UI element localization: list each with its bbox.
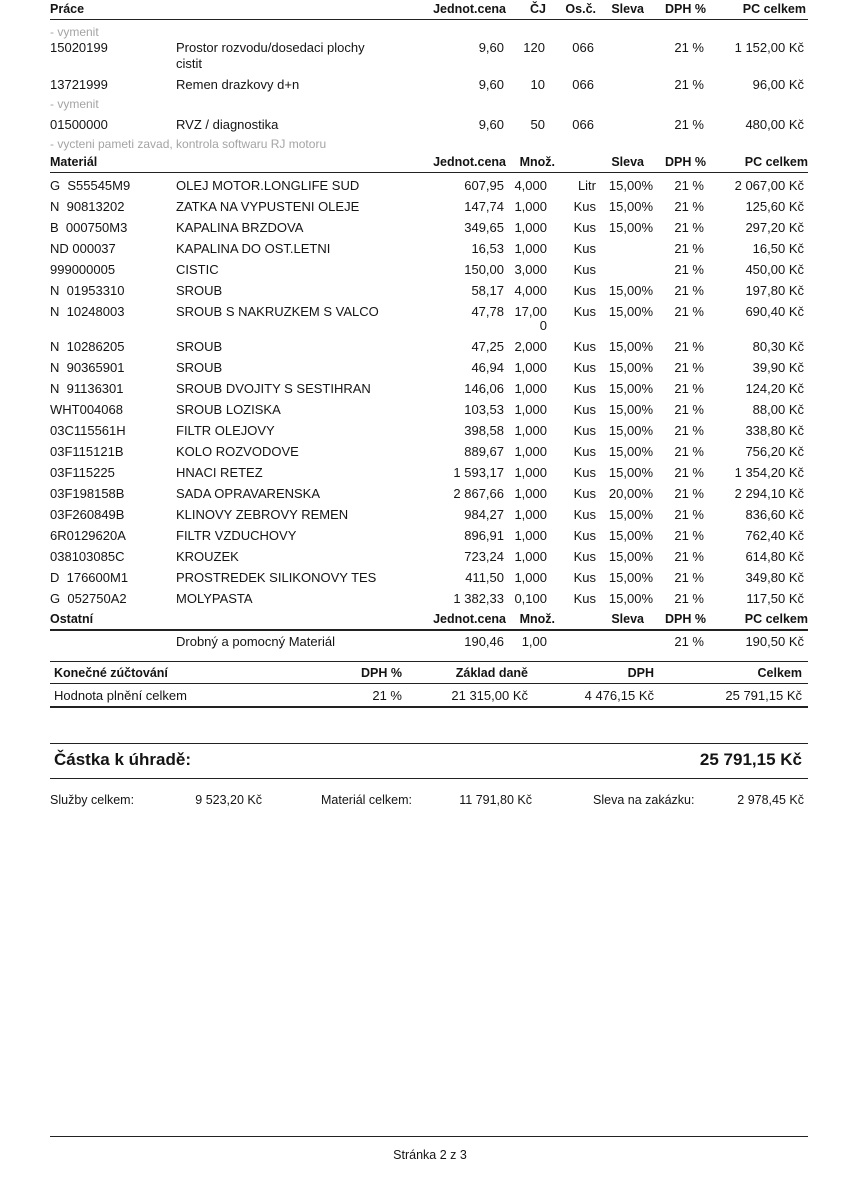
material-total: 836,60 Kč bbox=[745, 507, 804, 522]
summary-header-label: Konečné zúčtování bbox=[54, 666, 168, 680]
material-dph: 21 % bbox=[674, 507, 704, 522]
material-dph: 21 % bbox=[674, 528, 704, 543]
prace-header-rule bbox=[50, 19, 808, 20]
material-total: 297,20 Kč bbox=[745, 220, 804, 235]
material-name: OLEJ MOTOR.LONGLIFE SUD bbox=[176, 178, 360, 193]
ostatni-dph: 21 % bbox=[674, 634, 704, 649]
material-code: N 10248003 bbox=[50, 304, 125, 319]
material-total: 117,50 Kč bbox=[746, 591, 804, 606]
prace-os: 066 bbox=[572, 40, 594, 55]
material-unit: Kus bbox=[573, 570, 596, 585]
services-total-value: 9 523,20 Kč bbox=[195, 793, 262, 807]
material-unit: Kus bbox=[573, 360, 596, 375]
material-qty: 1,000 bbox=[514, 549, 547, 564]
material-unit: Kus bbox=[573, 444, 596, 459]
material-total: 1 354,20 Kč bbox=[734, 465, 804, 480]
material-price: 1 593,17 bbox=[453, 465, 504, 480]
material-price: 411,50 bbox=[465, 570, 504, 585]
material-unit: Kus bbox=[573, 304, 596, 319]
material-unit: Kus bbox=[573, 381, 596, 396]
material-unit: Kus bbox=[573, 402, 596, 417]
ostatni-header-title: Ostatní bbox=[50, 612, 94, 626]
material-sleva: 15,00% bbox=[608, 283, 653, 298]
material-qty: 1,000 bbox=[514, 444, 547, 459]
material-code: 03F115121B bbox=[50, 444, 124, 459]
material-code: 999000005 bbox=[50, 262, 116, 277]
material-dph: 21 % bbox=[674, 486, 704, 501]
ostatni-header-rule bbox=[50, 629, 808, 631]
order-discount-value: 2 978,45 Kč bbox=[737, 793, 804, 807]
prace-name: cistit bbox=[176, 56, 202, 71]
material-sleva: 15,00% bbox=[608, 549, 653, 564]
payment-top-rule bbox=[50, 743, 808, 744]
material-qty: 1,000 bbox=[514, 360, 547, 375]
prace-code: 13721999 bbox=[50, 77, 108, 92]
material-code: 03C115561H bbox=[50, 423, 126, 438]
prace-dph: 21 % bbox=[674, 40, 704, 55]
prace-code: 01500000 bbox=[50, 117, 108, 132]
summary-header-total: Celkem bbox=[757, 666, 802, 680]
payment-bottom-rule bbox=[50, 778, 808, 779]
material-dph: 21 % bbox=[674, 304, 704, 319]
summary-row-label: Hodnota plnění celkem bbox=[54, 688, 187, 703]
material-name: MOLYPASTA bbox=[176, 591, 253, 606]
summary-row-dph: 4 476,15 Kč bbox=[584, 688, 654, 703]
material-sleva: 15,00% bbox=[608, 570, 653, 585]
material-name: SADA OPRAVARENSKA bbox=[176, 486, 321, 501]
summary-row-dph-pct: 21 % bbox=[372, 688, 402, 703]
prace-header-total: PC celkem bbox=[742, 2, 806, 16]
prace-dph: 21 % bbox=[674, 77, 704, 92]
prace-os: 066 bbox=[572, 77, 594, 92]
material-dph: 21 % bbox=[674, 241, 704, 256]
material-code: G S55545M9 bbox=[50, 178, 131, 193]
material-total: 614,80 Kč bbox=[745, 549, 804, 564]
material-price: 146,06 bbox=[464, 381, 504, 396]
material-dph: 21 % bbox=[674, 465, 704, 480]
material-code: N 01953310 bbox=[50, 283, 125, 298]
material-sleva: 15,00% bbox=[608, 402, 653, 417]
material-name: SROUB bbox=[176, 283, 223, 298]
material-unit: Kus bbox=[573, 220, 596, 235]
material-qty: 1,000 bbox=[514, 199, 547, 214]
prace-total: 96,00 Kč bbox=[752, 77, 804, 92]
material-code: D 176600M1 bbox=[50, 570, 129, 585]
material-qty: 1,000 bbox=[514, 465, 547, 480]
material-total: 39,90 Kč bbox=[752, 360, 804, 375]
material-dph: 21 % bbox=[674, 423, 704, 438]
services-total-label: Služby celkem: bbox=[50, 793, 135, 807]
material-price: 147,74 bbox=[464, 199, 504, 214]
material-total: 450,00 Kč bbox=[745, 262, 804, 277]
material-total: 125,60 Kč bbox=[745, 199, 804, 214]
material-unit: Kus bbox=[573, 528, 596, 543]
ostatni-header-dph: DPH % bbox=[665, 612, 706, 626]
material-qty: 1,000 bbox=[514, 570, 547, 585]
material-price: 46,94 bbox=[471, 360, 504, 375]
material-dph: 21 % bbox=[674, 570, 704, 585]
prace-name: Remen drazkovy d+n bbox=[176, 77, 300, 92]
prace-cj: 50 bbox=[530, 117, 545, 132]
material-total: 88,00 Kč bbox=[752, 402, 804, 417]
material-price: 723,24 bbox=[464, 549, 504, 564]
summary-header-dph: DPH bbox=[627, 666, 654, 680]
material-unit: Kus bbox=[573, 283, 596, 298]
prace-header-os: Os.č. bbox=[565, 2, 596, 16]
material-price: 2 867,66 bbox=[453, 486, 504, 501]
material-qty: 3,000 bbox=[514, 262, 547, 277]
material-unit: Litr bbox=[577, 178, 596, 193]
footer-rule bbox=[50, 1136, 808, 1137]
material-name: FILTR VZDUCHOVY bbox=[176, 528, 297, 543]
material-total: 349,80 Kč bbox=[745, 570, 804, 585]
material-unit: Kus bbox=[573, 339, 596, 354]
prace-code: 15020199 bbox=[50, 40, 108, 55]
material-qty: 1,000 bbox=[514, 402, 547, 417]
material-price: 103,53 bbox=[464, 402, 504, 417]
material-unit: Kus bbox=[573, 591, 596, 606]
summary-row-total: 25 791,15 Kč bbox=[725, 688, 802, 703]
prace-price: 9,60 bbox=[478, 117, 504, 132]
material-qty: 2,000 bbox=[514, 339, 547, 354]
material-header-rule bbox=[50, 172, 808, 173]
material-sleva: 15,00% bbox=[608, 304, 653, 319]
material-price: 398,58 bbox=[464, 423, 504, 438]
material-unit: Kus bbox=[573, 423, 596, 438]
ostatni-name: Drobný a pomocný Materiál bbox=[176, 634, 335, 649]
material-sleva: 15,00% bbox=[608, 339, 653, 354]
prace-name: Prostor rozvodu/dosedaci plochy bbox=[176, 40, 365, 55]
prace-total: 480,00 Kč bbox=[745, 117, 804, 132]
material-header-total: PC celkem bbox=[744, 155, 808, 169]
material-name: SROUB DVOJITY S SESTIHRAN bbox=[176, 381, 371, 396]
payment-label: Částka k úhradě: bbox=[54, 750, 191, 769]
material-qty: 4,000 bbox=[514, 283, 547, 298]
material-name: KAPALINA BRZDOVA bbox=[176, 220, 304, 235]
material-qty: 17,00 bbox=[514, 304, 547, 319]
material-qty: 0 bbox=[539, 318, 547, 333]
material-sleva: 15,00% bbox=[608, 381, 653, 396]
material-unit: Kus bbox=[573, 486, 596, 501]
prace-header-sleva: Sleva bbox=[611, 2, 644, 16]
prace-total: 1 152,00 Kč bbox=[734, 40, 804, 55]
prace-dph: 21 % bbox=[674, 117, 704, 132]
material-qty: 1,000 bbox=[514, 220, 547, 235]
material-qty: 1,000 bbox=[514, 241, 547, 256]
material-total: 197,80 Kč bbox=[745, 283, 804, 298]
material-name: PROSTREDEK SILIKONOVY TES bbox=[176, 570, 377, 585]
prace-note: - vymenit bbox=[50, 25, 99, 39]
material-code: 03F115225 bbox=[50, 465, 115, 480]
prace-cj: 10 bbox=[530, 77, 545, 92]
material-code: 03F198158B bbox=[50, 486, 125, 501]
material-code: 038103085C bbox=[50, 549, 125, 564]
summary-bottom-rule bbox=[50, 706, 808, 708]
prace-name: RVZ / diagnostika bbox=[176, 117, 279, 132]
material-total: 80,30 Kč bbox=[752, 339, 804, 354]
summary-header-rule bbox=[50, 683, 808, 684]
material-qty: 1,000 bbox=[514, 507, 547, 522]
material-sleva: 15,00% bbox=[608, 423, 653, 438]
material-sleva: 15,00% bbox=[608, 199, 653, 214]
material-total: 762,40 Kč bbox=[745, 528, 804, 543]
material-sleva: 15,00% bbox=[608, 528, 653, 543]
material-code: N 10286205 bbox=[50, 339, 125, 354]
material-name: SROUB bbox=[176, 339, 223, 354]
ostatni-header-sleva: Sleva bbox=[611, 612, 644, 626]
material-code: ND 000037 bbox=[50, 241, 116, 256]
material-code: N 90365901 bbox=[50, 360, 125, 375]
prace-price: 9,60 bbox=[478, 77, 504, 92]
material-name: CISTIC bbox=[176, 262, 219, 277]
material-price: 47,78 bbox=[471, 304, 504, 319]
material-code: 03F260849B bbox=[50, 507, 125, 522]
material-dph: 21 % bbox=[674, 402, 704, 417]
material-header-price: Jednot.cena bbox=[433, 155, 506, 169]
material-unit: Kus bbox=[573, 507, 596, 522]
material-dph: 21 % bbox=[674, 283, 704, 298]
summary-header-base: Základ daně bbox=[455, 666, 528, 680]
material-name: SROUB bbox=[176, 360, 223, 375]
material-name: KROUZEK bbox=[176, 549, 239, 564]
order-discount-label: Sleva na zakázku: bbox=[593, 793, 695, 807]
material-price: 1 382,33 bbox=[453, 591, 504, 606]
material-price: 58,17 bbox=[471, 283, 504, 298]
material-code: N 91136301 bbox=[50, 381, 124, 396]
material-qty: 4,000 bbox=[514, 178, 547, 193]
material-code: G 052750A2 bbox=[50, 591, 127, 606]
prace-header-title: Práce bbox=[50, 2, 85, 16]
material-total: 690,40 Kč bbox=[745, 304, 804, 319]
material-name: SROUB S NAKRUZKEM S VALCO bbox=[176, 304, 379, 319]
material-code: N 90813202 bbox=[50, 199, 125, 214]
material-dph: 21 % bbox=[674, 360, 704, 375]
prace-cj: 120 bbox=[523, 40, 545, 55]
material-dph: 21 % bbox=[674, 381, 704, 396]
prace-header-cj: ČJ bbox=[530, 2, 546, 16]
material-unit: Kus bbox=[573, 262, 596, 277]
material-dph: 21 % bbox=[674, 444, 704, 459]
material-dph: 21 % bbox=[674, 199, 704, 214]
material-dph: 21 % bbox=[674, 262, 704, 277]
material-sleva: 15,00% bbox=[608, 465, 653, 480]
material-dph: 21 % bbox=[674, 591, 704, 606]
ostatni-header-price: Jednot.cena bbox=[433, 612, 506, 626]
material-unit: Kus bbox=[573, 465, 596, 480]
material-price: 349,65 bbox=[464, 220, 504, 235]
material-total: 124,20 Kč bbox=[745, 381, 804, 396]
prace-note: - vymenit bbox=[50, 97, 99, 111]
material-name: ZATKA NA VYPUSTENI OLEJE bbox=[176, 199, 360, 214]
material-price: 16,53 bbox=[471, 241, 504, 256]
ostatni-price: 190,46 bbox=[464, 634, 504, 649]
ostatni-header-total: PC celkem bbox=[744, 612, 808, 626]
material-unit: Kus bbox=[573, 549, 596, 564]
material-name: HNACI RETEZ bbox=[176, 465, 263, 480]
material-qty: 1,000 bbox=[514, 528, 547, 543]
material-total: 2 067,00 Kč bbox=[734, 178, 804, 193]
material-code: 6R0129620A bbox=[50, 528, 126, 543]
material-name: KLINOVY ZEBROVY REMEN bbox=[176, 507, 349, 522]
material-header-title: Materiál bbox=[50, 155, 98, 169]
material-qty: 0,100 bbox=[514, 591, 547, 606]
summary-header-dph-pct: DPH % bbox=[361, 666, 402, 680]
material-name: KAPALINA DO OST.LETNI bbox=[176, 241, 331, 256]
material-dph: 21 % bbox=[674, 549, 704, 564]
ostatni-header-qty: Množ. bbox=[519, 612, 555, 626]
material-dph: 21 % bbox=[674, 178, 704, 193]
material-name: FILTR OLEJOVY bbox=[176, 423, 275, 438]
material-total: 16,50 Kč bbox=[752, 241, 804, 256]
material-sleva: 15,00% bbox=[608, 178, 653, 193]
material-name: KOLO ROZVODOVE bbox=[176, 444, 299, 459]
material-header-qty: Množ. bbox=[519, 155, 555, 169]
prace-price: 9,60 bbox=[478, 40, 504, 55]
material-unit: Kus bbox=[573, 199, 596, 214]
material-price: 896,91 bbox=[464, 528, 504, 543]
material-sleva: 15,00% bbox=[608, 507, 653, 522]
material-total: 338,80 Kč bbox=[745, 423, 804, 438]
material-sleva: 15,00% bbox=[608, 360, 653, 375]
material-code: WHT004068 bbox=[50, 402, 123, 417]
payment-amount: 25 791,15 Kč bbox=[699, 750, 802, 769]
material-header-dph: DPH % bbox=[665, 155, 706, 169]
material-total: 756,20 Kč bbox=[745, 444, 804, 459]
summary-top-rule bbox=[50, 661, 808, 662]
material-price: 150,00 bbox=[464, 262, 504, 277]
material-price: 984,27 bbox=[464, 507, 504, 522]
material-dph: 21 % bbox=[674, 339, 704, 354]
prace-header-price: Jednot.cena bbox=[433, 2, 506, 16]
material-qty: 1,000 bbox=[514, 381, 547, 396]
material-sleva: 15,00% bbox=[608, 220, 653, 235]
material-dph: 21 % bbox=[674, 220, 704, 235]
material-sleva: 15,00% bbox=[608, 444, 653, 459]
material-qty: 1,000 bbox=[514, 423, 547, 438]
material-price: 889,67 bbox=[464, 444, 504, 459]
summary-row-base: 21 315,00 Kč bbox=[451, 688, 528, 703]
material-sleva: 15,00% bbox=[608, 591, 653, 606]
material-price: 607,95 bbox=[464, 178, 504, 193]
material-qty: 1,000 bbox=[514, 486, 547, 501]
material-total-value: 11 791,80 Kč bbox=[459, 793, 532, 807]
material-price: 47,25 bbox=[471, 339, 504, 354]
material-total-label: Materiál celkem: bbox=[321, 793, 412, 807]
ostatni-qty: 1,00 bbox=[521, 634, 547, 649]
prace-note: - vycteni pameti zavad, kontrola softwaru RJ motoru bbox=[50, 137, 327, 151]
material-sleva: 20,00% bbox=[608, 486, 653, 501]
ostatni-total: 190,50 Kč bbox=[745, 634, 804, 649]
material-header-sleva: Sleva bbox=[611, 155, 644, 169]
material-total: 2 294,10 Kč bbox=[734, 486, 804, 501]
material-name: SROUB LOZISKA bbox=[176, 402, 281, 417]
page-number: Stránka 2 z 3 bbox=[393, 1148, 467, 1162]
material-code: B 000750M3 bbox=[50, 220, 128, 235]
prace-os: 066 bbox=[572, 117, 594, 132]
material-unit: Kus bbox=[573, 241, 596, 256]
prace-header-dph: DPH % bbox=[665, 2, 706, 16]
